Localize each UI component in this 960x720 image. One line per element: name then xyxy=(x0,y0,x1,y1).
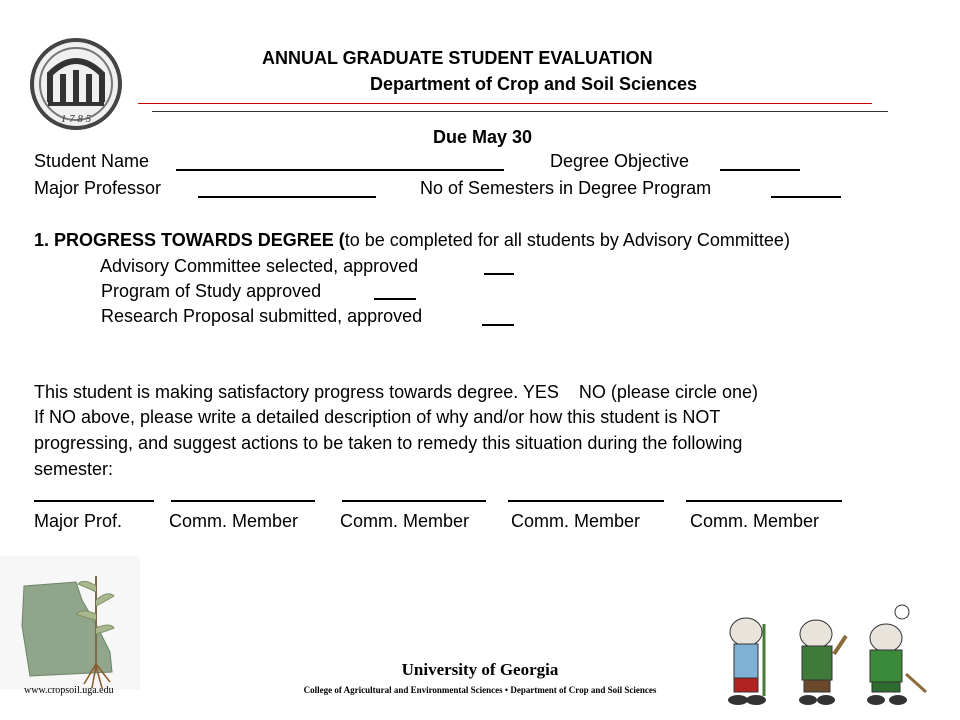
website-url: www.cropsoil.uga.edu xyxy=(24,685,114,696)
signature-label: Comm. Member xyxy=(690,511,820,531)
signature-line-comm-member[interactable] xyxy=(171,500,315,502)
signature-label: Comm. Member xyxy=(340,511,470,531)
signature-line-major-prof[interactable] xyxy=(34,500,154,502)
major-professor-field[interactable] xyxy=(198,196,376,198)
header-black-rule xyxy=(152,111,888,112)
degree-objective-field[interactable] xyxy=(720,169,800,171)
signature-line-comm-member[interactable] xyxy=(686,500,842,502)
advisory-committee-field[interactable] xyxy=(484,273,514,275)
description-line: progressing, and suggest actions to be taken to remedy this situation during the following xyxy=(34,433,743,453)
section1-title: 1. PROGRESS TOWARDS DEGREE ( xyxy=(34,230,345,250)
program-of-study-field[interactable] xyxy=(374,298,416,300)
degree-objective-label: Degree Objective xyxy=(550,151,690,171)
research-proposal-field[interactable] xyxy=(482,324,514,326)
semesters-field[interactable] xyxy=(771,196,841,198)
progress-question: This student is making satisfactory progress towards degree. YES NO (please circle one) xyxy=(34,382,758,402)
page-title: ANNUAL GRADUATE STUDENT EVALUATION xyxy=(262,48,653,68)
mascot-right xyxy=(867,605,926,705)
university-name: University of Georgia xyxy=(401,660,559,679)
header-red-rule xyxy=(138,103,872,104)
item-program-of-study: Program of Study approved xyxy=(101,281,322,301)
signature-line-comm-member[interactable] xyxy=(508,500,664,502)
bulldog-mascots xyxy=(716,604,936,708)
mascot-left xyxy=(728,618,766,705)
student-name-field[interactable] xyxy=(176,169,504,171)
signature-label: Comm. Member xyxy=(511,511,641,531)
signature-label: Major Prof. xyxy=(34,511,123,531)
signature-line-comm-member[interactable] xyxy=(342,500,486,502)
semesters-label: No of Semesters in Degree Program xyxy=(420,178,712,198)
page-subtitle: Department of Crop and Soil Sciences xyxy=(370,74,698,94)
item-advisory-committee: Advisory Committee selected, approved xyxy=(100,256,419,276)
college-department: College of Agricultural and Environmental Sciences • Department of Crop and Soil Sciences xyxy=(303,685,657,695)
logo-years: 1 7 8 5 xyxy=(60,113,92,125)
section1-note: to be completed for all students by Advisory Committee) xyxy=(344,230,790,250)
mascot-middle xyxy=(799,620,846,705)
description-line: If NO above, please write a detailed description of why and/or how this student is NOT xyxy=(34,407,721,427)
section1-heading xyxy=(34,229,790,251)
uga-arch-logo xyxy=(28,36,124,132)
due-date: Due May 30 xyxy=(433,127,533,147)
student-name-label: Student Name xyxy=(34,151,150,171)
item-research-proposal: Research Proposal submitted, approved xyxy=(101,306,423,326)
description-line: semester: xyxy=(34,459,114,479)
signature-label: Comm. Member xyxy=(169,511,299,531)
major-professor-label: Major Professor xyxy=(34,178,162,198)
